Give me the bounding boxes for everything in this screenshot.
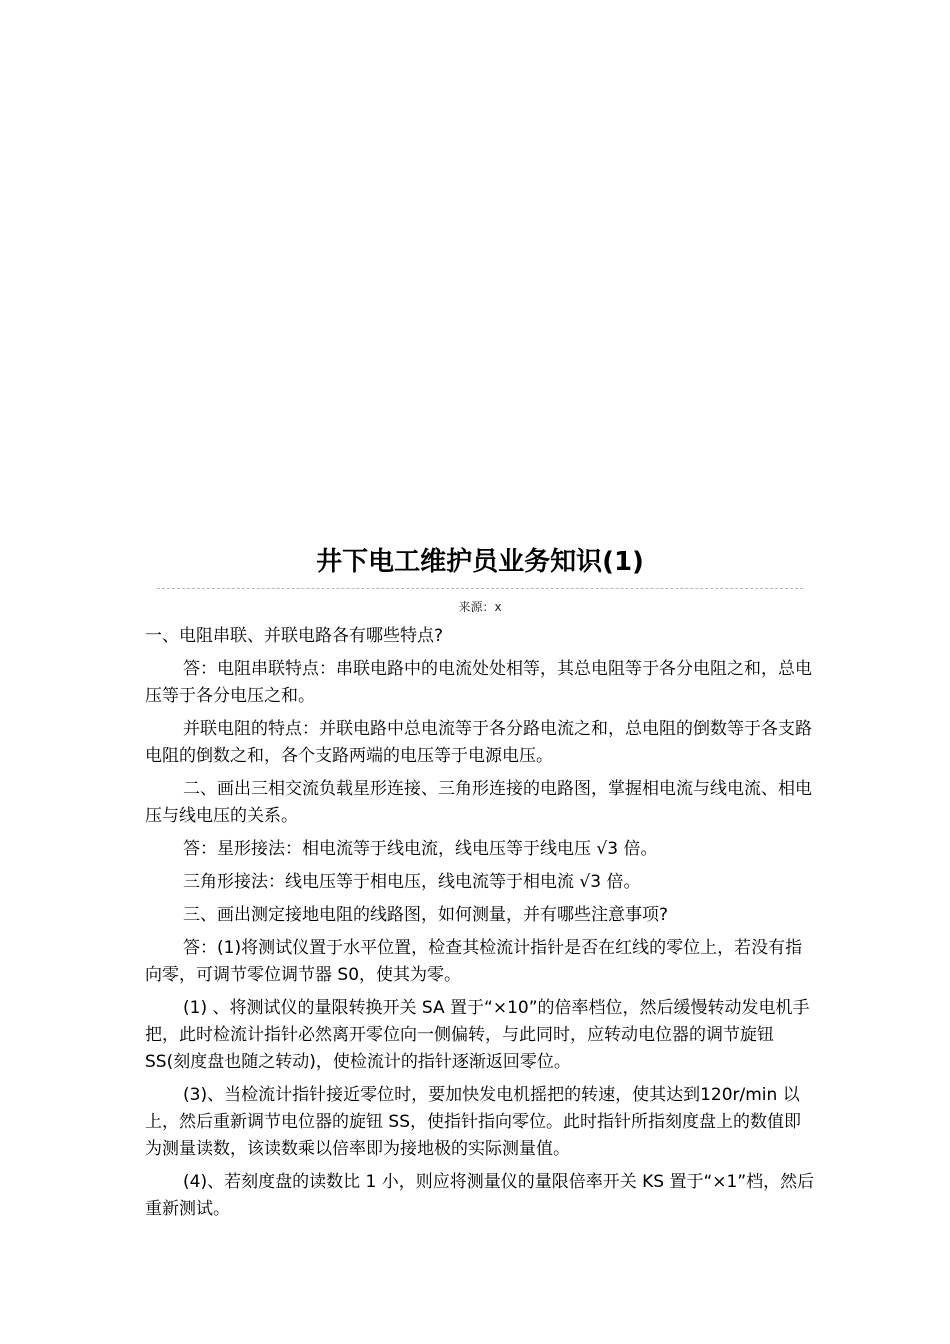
title-divider	[157, 588, 803, 589]
document-body	[145, 542, 815, 1229]
paragraph: 答：(1)将测试仪置于水平位置，检查其检流计指针是否在红线的零位上，若没有指向零，可调节零位调节器 S0，使其为零。	[145, 938, 803, 985]
paragraph: 答：电阻串联特点：串联电路中的电流处处相等，其总电阻等于各分电阻之和，总电压等于各分电压之和。	[145, 659, 812, 706]
document-title: 井下电工维护员业务知识(1)	[316, 547, 644, 577]
paragraph: 一、电阻串联、并联电路各有哪些特点?	[145, 626, 444, 646]
paragraph: (4)、若刻度盘的读数比 1 小，则应将测量仪的量限倍率开关 KS 置于“×1”档，然后重新测试。	[145, 1172, 815, 1219]
paragraph: 三、画出测定接地电阻的线路图，如何测量，并有哪些注意事项?	[183, 905, 669, 925]
paragraph: (3)、当检流计指针接近零位时，要加快发电机摇把的转速，使其达到120r/min 以上，然后重新调节电位器的旋钮 SS，使指针指向零位。此时指针所指刻度盘上的数值即为测量读数，该读数乘以倍率即为接地极的实际测量值。	[145, 1085, 801, 1159]
paragraph: 并联电阻的特点：并联电路中总电流等于各分路电流之和，总电阻的倒数等于各支路电阻的倒数之和，各个支路两端的电压等于电源电压。	[145, 719, 812, 766]
paragraph: 答：星形接法：相电流等于线电流，线电压等于线电压 √3 倍。	[183, 839, 658, 859]
source-line: 来源：x	[458, 600, 502, 614]
paragraph: 三角形接法：线电压等于相电压，线电流等于相电流 √3 倍。	[183, 872, 641, 892]
document-content	[145, 623, 815, 1223]
paragraph: (1) 、将测试仪的量限转换开关 SA 置于“×10”的倍率档位，然后缓慢转动发电机手把，此时检流计指针必然离开零位向一侧偏转，与此同时，应转动电位器的调节旋钮 SS(刻度盘也随之转动)，使检流计的指针逐渐返回零位。	[145, 998, 810, 1072]
paragraph: 二、画出三相交流负载星形连接、三角形连接的电路图，掌握相电流与线电流、相电压与线电压的关系。	[145, 779, 812, 826]
